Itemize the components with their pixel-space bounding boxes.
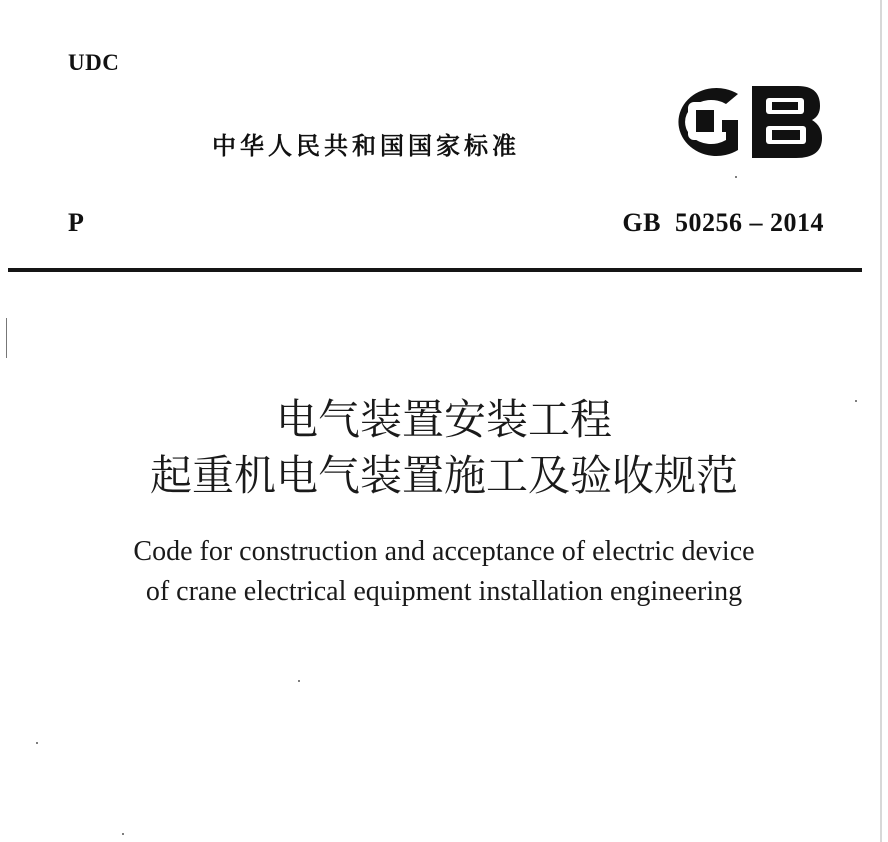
gb-logo-b <box>752 86 822 158</box>
scan-speck <box>855 400 857 402</box>
gb-logo <box>668 80 822 162</box>
scan-edge-mark <box>6 318 7 358</box>
scan-speck <box>122 833 124 835</box>
chinese-title-line-2: 起重机电气装置施工及验收规范 <box>149 451 738 500</box>
chinese-title <box>0 392 888 504</box>
gb-logo-g <box>678 88 738 156</box>
standard-number: GB 50256 – 2014 <box>622 208 824 237</box>
chinese-title-line-1: 电气装置安装工程 <box>275 395 612 444</box>
scan-speck <box>735 176 737 178</box>
english-title-line-2: of crane electrical equipment installation engineering <box>145 576 743 607</box>
scan-speck <box>36 742 38 744</box>
english-title <box>0 532 888 612</box>
english-title-line-1: Code for construction and acceptance of electric device <box>133 536 755 567</box>
standard-type-heading: 中华人民共和国国家标准 <box>212 132 520 160</box>
header-divider <box>8 268 862 272</box>
udc-label: UDC <box>68 50 120 75</box>
category-code: P <box>68 208 84 237</box>
scan-speck <box>298 680 300 682</box>
